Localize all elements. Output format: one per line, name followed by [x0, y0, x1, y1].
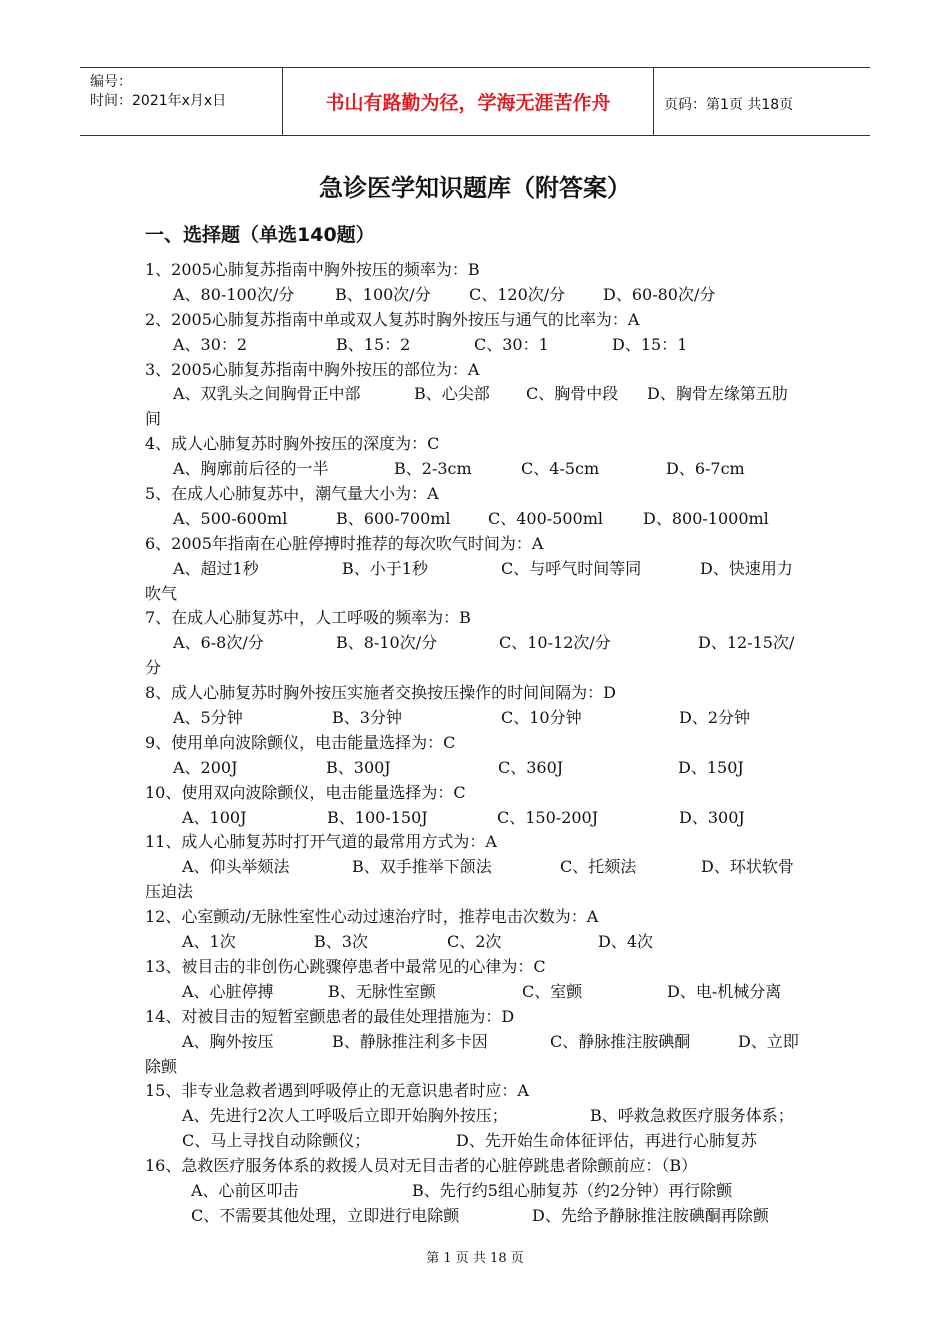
code-label: 编号：: [90, 74, 132, 90]
option: B、先行约5组心肺复苏（约2分钟）再行除颤: [412, 1180, 733, 1200]
option: C、马上寻找自动除颤仪；: [182, 1131, 371, 1151]
option: B、3分钟: [332, 708, 402, 728]
option: B、100次/分: [335, 284, 431, 304]
option: C、10分钟: [501, 708, 582, 728]
option: D、6-7cm: [666, 459, 745, 479]
question-options: [145, 457, 810, 482]
question-text: 12、心室颤动/无脉性室性心动过速治疗时，推荐电击次数为：A: [145, 907, 599, 927]
option: A、先进行2次人工呼吸后立即开始胸外按压；: [182, 1106, 508, 1126]
question-text: 1、2005心肺复苏指南中胸外按压的频率为：B: [145, 260, 480, 279]
question-options: [145, 382, 810, 407]
option-continuation: 吹气: [145, 583, 178, 603]
question-list: [145, 258, 810, 1229]
question-text: 13、被目击的非创伤心跳骤停患者中最常见的心律为：C: [145, 956, 546, 976]
option: C、10-12次/分: [499, 633, 611, 653]
question-options: [145, 1030, 810, 1055]
option: A、500-600ml: [173, 508, 288, 528]
option: C、室颤: [522, 981, 583, 1001]
option: D、150J: [678, 757, 744, 777]
question-text: 5、在成人心肺复苏中，潮气量大小为：A: [145, 484, 439, 504]
option-continuation: 除颤: [145, 1056, 178, 1076]
question-options: [145, 557, 810, 582]
option: D、12-15次/: [698, 633, 795, 653]
option: B、3次: [314, 932, 368, 952]
question-text: 15、非专业急救者遇到呼吸停止的无意识患者时应：A: [145, 1081, 529, 1101]
option: A、仰头举颏法: [182, 857, 290, 877]
option: B、小于1秒: [342, 558, 428, 578]
option: D、4次: [598, 932, 654, 952]
option: C、120次/分: [469, 284, 566, 304]
question-text: 11、成人心肺复苏时打开气道的最常用方式为：A: [145, 832, 497, 852]
option: B、心尖部: [414, 384, 490, 404]
option: A、100J: [182, 807, 247, 827]
option: B、无脉性室颤: [328, 981, 436, 1001]
question-options: [145, 930, 810, 955]
option: D、60-80次/分: [603, 284, 716, 304]
option: C、4-5cm: [521, 459, 600, 479]
option: C、胸骨中段: [526, 384, 619, 404]
question-options: [145, 631, 810, 656]
option: C、400-500ml: [488, 508, 604, 528]
option: B、8-10次/分: [336, 633, 438, 653]
question-text: 14、对被目击的短暂室颤患者的最佳处理措施为：D: [145, 1006, 515, 1026]
option: D、15：1: [612, 334, 688, 354]
option-continuation: 压迫法: [145, 882, 194, 902]
option: A、80-100次/分: [173, 284, 295, 304]
option: C、与呼气时间等同: [501, 558, 642, 578]
option: D、环状软骨: [701, 857, 794, 877]
question-text: 16、急救医疗服务体系的救援人员对无目击者的心脏停跳患者除颤前应：（B）: [145, 1156, 698, 1176]
option: D、2分钟: [679, 708, 751, 728]
option: A、胸廓前后径的一半: [173, 459, 329, 479]
option: D、先开始生命体征评估，再进行心肺复苏: [456, 1131, 757, 1151]
option: A、超过1秒: [173, 558, 259, 578]
option: B、600-700ml: [336, 508, 451, 528]
option: D、300J: [679, 807, 745, 827]
header-meta: [80, 68, 282, 135]
question-options: [145, 1129, 810, 1154]
header-page-label: 页码：第1页 共18页: [664, 97, 794, 113]
option: D、立即: [738, 1031, 799, 1051]
option: C、150-200J: [497, 807, 599, 827]
question-options: [145, 756, 810, 781]
document-title: 急诊医学知识题库（附答案）: [319, 174, 631, 202]
option: B、2-3cm: [394, 459, 472, 479]
option: D、电-机械分离: [667, 981, 782, 1001]
option: C、2次: [447, 932, 502, 952]
time-label: 时间：2021年x月x日: [90, 93, 227, 109]
option-continuation: 间: [145, 409, 162, 429]
option: B、15：2: [336, 334, 411, 354]
question-text: 4、成人心肺复苏时胸外按压的深度为：C: [145, 434, 440, 454]
option: A、30：2: [173, 334, 248, 354]
option: C、30：1: [474, 334, 549, 354]
option: A、5分钟: [173, 708, 243, 728]
option: A、心前区叩击: [191, 1180, 299, 1200]
option: B、300J: [326, 757, 391, 777]
question-options: [145, 806, 810, 831]
option: D、快速用力: [700, 558, 793, 578]
question-text: 10、使用双向波除颤仪，电击能量选择为：C: [145, 782, 466, 802]
option: C、托颏法: [560, 857, 637, 877]
option: B、静脉推注利多卡因: [332, 1031, 488, 1051]
option: C、不需要其他处理，立即进行电除颤: [191, 1205, 460, 1225]
header-slogan: 书山有路勤为径，学海无涯苦作舟: [282, 68, 654, 135]
option: D、800-1000ml: [643, 508, 769, 528]
option: D、先给予静脉推注胺碘酮再除颤: [532, 1205, 769, 1225]
page-footer: 第 1 页 共 18 页: [426, 1251, 524, 1266]
option: A、胸外按压: [182, 1031, 274, 1051]
option: C、360J: [498, 757, 564, 777]
question-text: 8、成人心肺复苏时胸外按压实施者交换按压操作的时间间隔为：D: [145, 683, 617, 703]
question-options: [145, 333, 810, 358]
option: B、100-150J: [327, 807, 428, 827]
question-text: 6、2005年指南在心脏停搏时推荐的每次吹气时间为：A: [145, 533, 544, 553]
question-options: [145, 1104, 810, 1129]
page-header: [80, 67, 870, 136]
section-title: 一、选择题（单选140题）: [145, 224, 375, 246]
question-options: [145, 1204, 810, 1229]
option: A、200J: [173, 757, 238, 777]
option: A、双乳头之间胸骨正中部: [173, 384, 361, 404]
option: B、呼救急救医疗服务体系；: [590, 1106, 794, 1126]
question-text: 3、2005心肺复苏指南中胸外按压的部位为：A: [145, 359, 480, 379]
option: C、静脉推注胺碘酮: [550, 1031, 691, 1051]
question-options: [145, 507, 810, 532]
option: A、心脏停搏: [182, 981, 274, 1001]
option-continuation: 分: [145, 658, 162, 678]
question-options: [145, 283, 810, 308]
question-options: [145, 706, 810, 731]
option: A、6-8次/分: [173, 633, 264, 653]
option: D、胸骨左缘第五肋: [647, 384, 788, 404]
option: B、双手推举下颌法: [352, 857, 492, 877]
option: A、1次: [182, 932, 236, 952]
question-options: [145, 855, 810, 880]
question-text: 7、在成人心肺复苏中，人工呼吸的频率为：B: [145, 608, 471, 628]
question-text: 9、使用单向波除颤仪，电击能量选择为：C: [145, 732, 456, 752]
question-options: [145, 980, 810, 1005]
question-text: 2、2005心肺复苏指南中单或双人复苏时胸外按压与通气的比率为：A: [145, 309, 640, 329]
question-options: [145, 1179, 810, 1204]
